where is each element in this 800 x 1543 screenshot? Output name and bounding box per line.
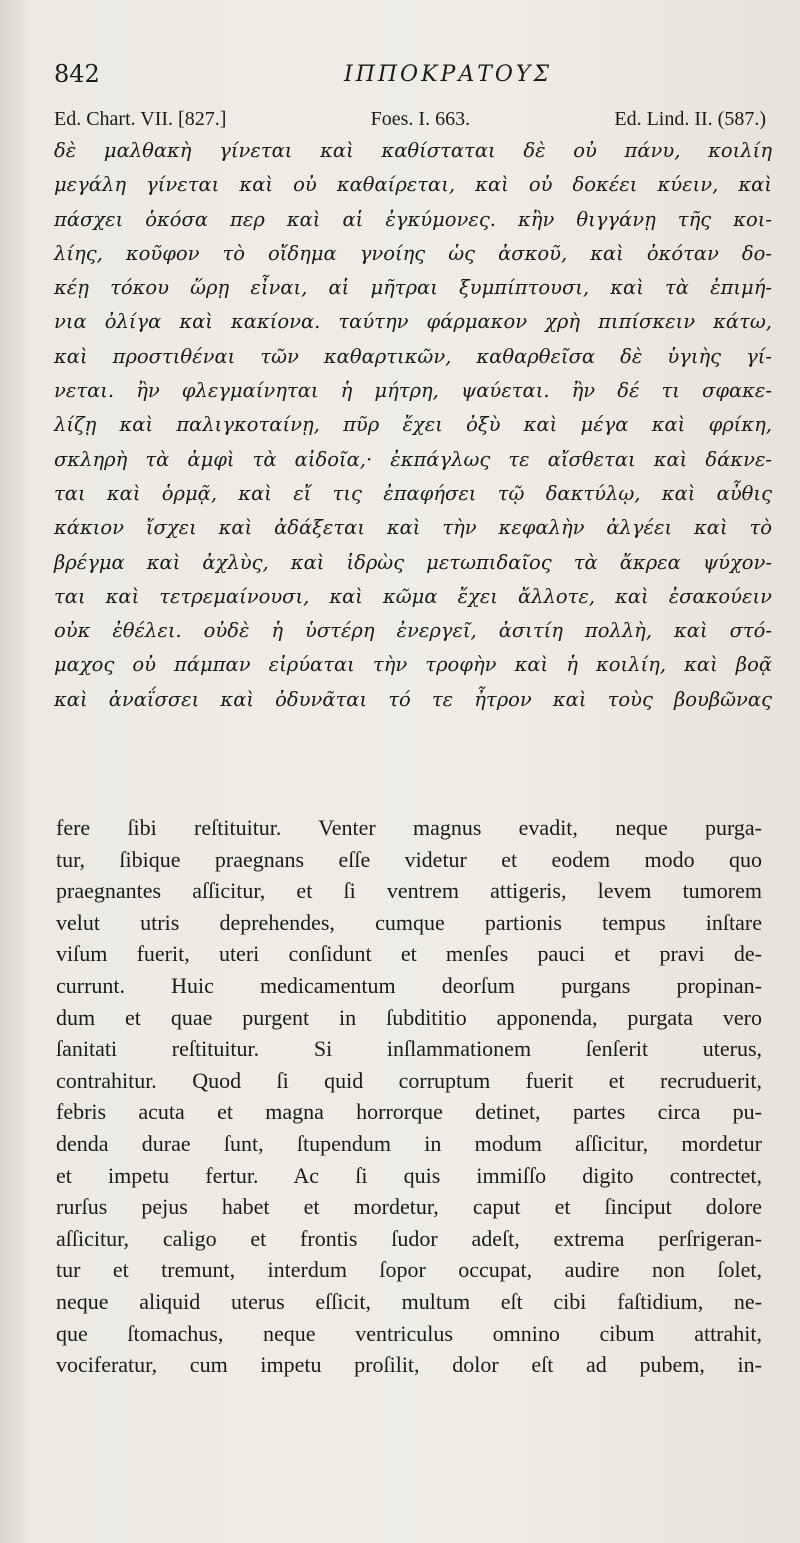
running-title: ΙΠΠΟΚΡΑΤΟΥΣ bbox=[344, 62, 553, 87]
greek-line: νεται. ἢν φλεγμαίνηται ἡ μήτρη, ψαύεται. ἢν δέ τι σφακε- bbox=[54, 379, 772, 403]
latin-line: ſanitati reſtituitur. Si inſlammationem ſenſerit uterus, bbox=[56, 1036, 762, 1062]
edition-ref-foes: Foes. I. 663. bbox=[370, 108, 471, 130]
latin-line: febris acuta et magna horrorque detinet, partes circa pu- bbox=[56, 1099, 762, 1125]
edition-references bbox=[54, 108, 766, 131]
greek-line: δὲ μαλθακὴ γίνεται καὶ καθίσταται δὲ οὐ πάνυ, κοιλίη bbox=[54, 139, 772, 162]
latin-line: praegnantes aſſicitur, et ſi ventrem attigeris, levem tumorem bbox=[56, 878, 762, 904]
greek-line: καὶ ἀναΐσσει καὶ ὀδυνᾶται τό τε ἦτρον καὶ τοὺς βουβῶνας bbox=[54, 687, 772, 711]
greek-line: κέῃ τόκου ὥρῃ εἶναι, αἱ μῆτραι ξυμπίπτουσι, καὶ τὰ ἐπιμή- bbox=[54, 276, 772, 300]
greek-line: νια ὀλίγα καὶ κακίονα. ταύτην φάρμακον χρὴ πιπίσκειν κάτω, bbox=[54, 310, 772, 334]
greek-text-block bbox=[54, 134, 772, 717]
latin-line: currunt. Huic medicamentum deorſum purgans propinan- bbox=[56, 972, 762, 998]
latin-line: contrahitur. Quod ſi quid corruptum fuerit et recruduerit, bbox=[56, 1067, 762, 1093]
latin-line: neque aliquid uterus eſſicit, multum eſt cibi faſtidium, ne- bbox=[56, 1288, 762, 1314]
greek-line: μεγάλη γίνεται καὶ οὐ καθαίρεται, καὶ οὐ δοκέει κύειν, καὶ bbox=[54, 173, 772, 197]
latin-line: denda durae ſunt, ſtupendum in modum aſſicitur, mordetur bbox=[56, 1130, 762, 1156]
greek-line: πάσχει ὁκόσα περ καὶ αἱ ἐγκύμονες. κἢν θιγγάνῃ τῆς κοι- bbox=[54, 207, 772, 231]
latin-line: et impetu fertur. Ac ſi quis immiſſo digito contrectet, bbox=[56, 1162, 762, 1188]
page-header bbox=[54, 60, 754, 96]
greek-line: οὐκ ἐθέλει. οὐδὲ ἡ ὑστέρη ἐνεργεῖ, ἀσιτίη πολλὴ, καὶ στό- bbox=[54, 619, 772, 643]
latin-line: velut utris deprehendes, cumque partionis tempus inſtare bbox=[56, 909, 762, 935]
edition-ref-chart: Ed. Chart. VII. [827.] bbox=[54, 108, 227, 130]
latin-line: tur et tremunt, interdum ſopor occupat, audire non ſolet, bbox=[56, 1257, 762, 1283]
latin-line: fere ſibi reſtituitur. Venter magnus evadit, neque purga- bbox=[56, 815, 762, 840]
latin-line: que ſtomachus, neque ventriculus omnino cibum attrahit, bbox=[56, 1320, 762, 1346]
greek-line: ται καὶ ὁρμᾷ, καὶ εἴ τις ἐπαφήσει τῷ δακτύλῳ, καὶ αὖθις bbox=[54, 481, 772, 505]
greek-line: λίζῃ καὶ παλιγκοταίνῃ, πῦρ ἔχει ὀξὺ καὶ μέγα καὶ φρίκη, bbox=[54, 413, 772, 437]
greek-line: λίης, κοῦφον τὸ οἴδημα γνοίης ὡς ἀσκοῦ, καὶ ὁκόταν δο- bbox=[54, 241, 772, 265]
edition-ref-lind: Ed. Lind. II. (587.) bbox=[614, 108, 766, 130]
latin-line: dum et quae purgent in ſubdititio apponenda, purgata vero bbox=[56, 1004, 762, 1030]
latin-text-block bbox=[56, 812, 762, 1381]
latin-line: viſum fuerit, uteri conſidunt et menſes pauci et pravi de- bbox=[56, 941, 762, 967]
greek-line: ται καὶ τετρεμαίνουσι, καὶ κῶμα ἔχει ἄλλοτε, καὶ ἐσακούειν bbox=[54, 584, 772, 608]
greek-line: σκληρὴ τὰ ἀμφὶ τὰ αἰδοῖα,· ἐκπάγλως τε αἴσθεται καὶ δάκνε- bbox=[54, 447, 772, 471]
greek-line: καὶ προστιθέναι τῶν καθαρτικῶν, καθαρθεῖσα δὲ ὑγιὴς γί- bbox=[54, 344, 772, 368]
page-number: 842 bbox=[54, 60, 100, 88]
greek-line: βρέγμα καὶ ἀχλὺς, καὶ ἱδρὼς μετωπιδαῖος τὰ ἄκρεα ψύχον- bbox=[54, 550, 772, 574]
latin-line: tur, ſibique praegnans eſſe videtur et eodem modo quo bbox=[56, 846, 762, 872]
latin-line: vociferatur, cum impetu proſilit, dolor eſt ad pubem, in- bbox=[56, 1352, 762, 1378]
greek-line: κάκιον ἴσχει καὶ ἀδάξεται καὶ τὴν κεφαλὴν ἀλγέει καὶ τὸ bbox=[54, 516, 772, 540]
greek-line: μαχος οὐ πάμπαν εἰρύαται τὴν τροφὴν καὶ ἡ κοιλίη, καὶ βοᾷ bbox=[54, 653, 772, 677]
latin-line: aſſicitur, caligo et frontis ſudor adeſt, extrema perſrigeran- bbox=[56, 1225, 762, 1251]
latin-line: rurſus pejus habet et mordetur, caput et ſinciput dolore bbox=[56, 1194, 762, 1220]
